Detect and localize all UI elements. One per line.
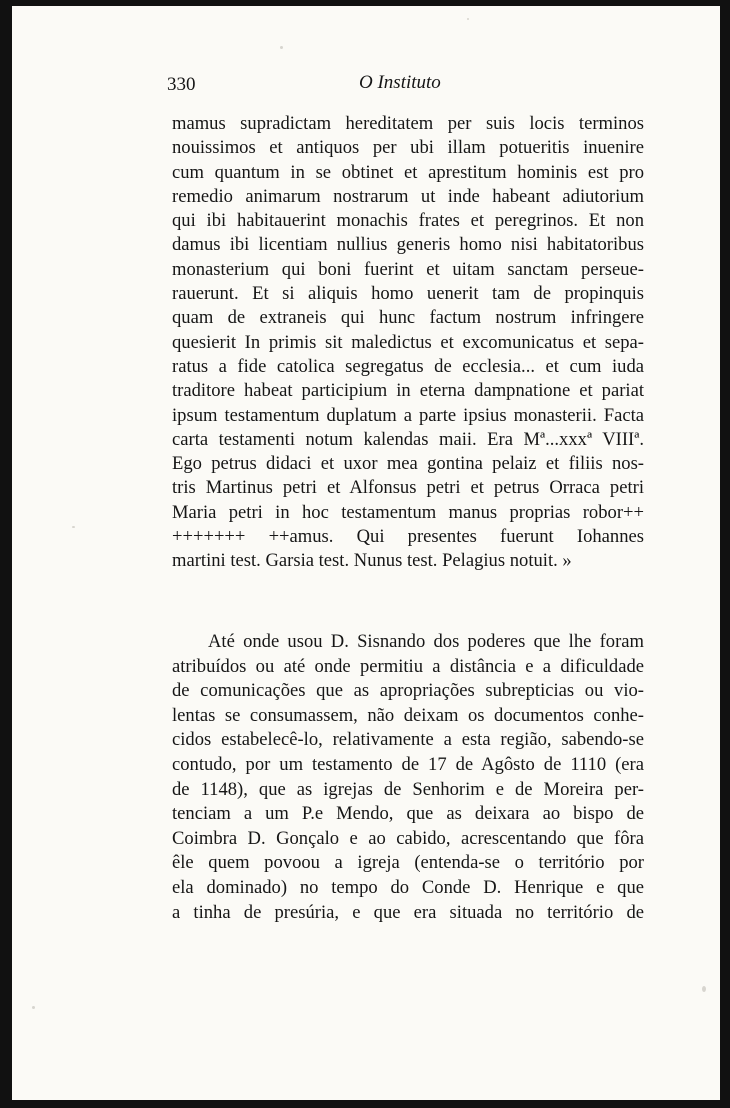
text-line: quesierit In primis sit maledictus et excomunicatus et sepa- <box>172 331 644 353</box>
text-line: ela dominado) no tempo do Conde D. Henrique e que <box>172 876 644 898</box>
text-line: lentas se consumassem, não deixam os documentos conhe- <box>172 704 644 726</box>
text-line: martini test. Garsia test. Nunus test. Pelagius notuit. » <box>172 550 572 572</box>
text-line: atribuídos ou até onde permitiu a distância e a dificuldade <box>172 655 644 677</box>
text-line: monasterium qui boni fuerint et uitam sanctam perseue- <box>172 258 644 280</box>
text-line: traditore habeat participium in eterna dampnatione et pariat <box>172 380 644 402</box>
paper-speck <box>280 46 283 49</box>
latin-quotation <box>172 112 644 574</box>
text-line: tris Martinus petri et Alfonsus petri et petrus Orraca petri <box>172 477 644 499</box>
text-line: ratus a fide catolica segregatus de ecclesia... et cum iuda <box>172 355 644 377</box>
text-line: a tinha de presúria, e que era situada no território de <box>172 901 644 923</box>
body-paragraph <box>172 630 644 925</box>
paper-speck <box>32 1006 35 1009</box>
text-line: Ego petrus didaci et uxor mea gontina pelaiz et filiis nos- <box>172 453 644 475</box>
text-line-content: Até onde usou D. Sisnando dos poderes que lhe foram <box>208 631 644 652</box>
running-title: O Instituto <box>359 72 441 93</box>
text-line: damus ibi licentiam nullius generis homo nisi habitatoribus <box>172 234 644 256</box>
text-line: rauerunt. Et si aliquis homo uenerit tam de propinquis <box>172 283 644 305</box>
text-line: quam de extraneis qui hunc factum nostrum infringere <box>172 307 644 329</box>
text-line: tenciam a um P.e Mendo, que as deixara ao bispo de <box>172 803 644 825</box>
paper-speck <box>467 18 469 20</box>
text-line: mamus supradictam hereditatem per suis locis terminos <box>172 113 644 134</box>
text-line: de 1148), que as igrejas de Senhorim e de Moreira per- <box>172 778 644 800</box>
text-line: ipsum testamentum duplatum a parte ipsius monasterii. Facta <box>172 404 644 426</box>
text-line: cidos estabelecê-lo, relativamente a esta região, sabendo-se <box>172 729 644 751</box>
text-line: cum quantum in se obtinet et aprestitum hominis est pro <box>172 161 644 183</box>
page-header <box>12 68 720 98</box>
text-line <box>172 630 644 655</box>
text-line: êle quem povoou a igreja (entenda-se o território por <box>172 852 644 874</box>
text-line: carta testamenti notum kalendas maii. Era Mª...xxxª VIIIª. <box>172 428 644 450</box>
text-line: remedio animarum nostrarum ut inde habeant adiutorium <box>172 185 644 207</box>
text-line: contudo, por um testamento de 17 de Agôsto de 1110 (era <box>172 753 644 775</box>
text-line: Maria petri in hoc testamentum manus proprias robor++ <box>172 501 644 523</box>
text-line: +++++++ ++amus. Qui presentes fuerunt Iohannes <box>172 526 644 548</box>
paper-speck <box>72 526 75 528</box>
paper-speck <box>702 986 706 992</box>
text-line: nouissimos et antiquos per ubi illam potueritis inuenire <box>172 137 644 159</box>
text-line: qui ibi habitauerint monachis frates et peregrinos. Et non <box>172 210 644 232</box>
text-line: Coimbra D. Gonçalo e ao cabido, acrescentando que fôra <box>172 827 644 849</box>
document-page <box>12 6 720 1100</box>
page-number: 330 <box>167 74 196 95</box>
text-line: de comunicações que as apropriações subrepticias ou vio- <box>172 680 644 702</box>
